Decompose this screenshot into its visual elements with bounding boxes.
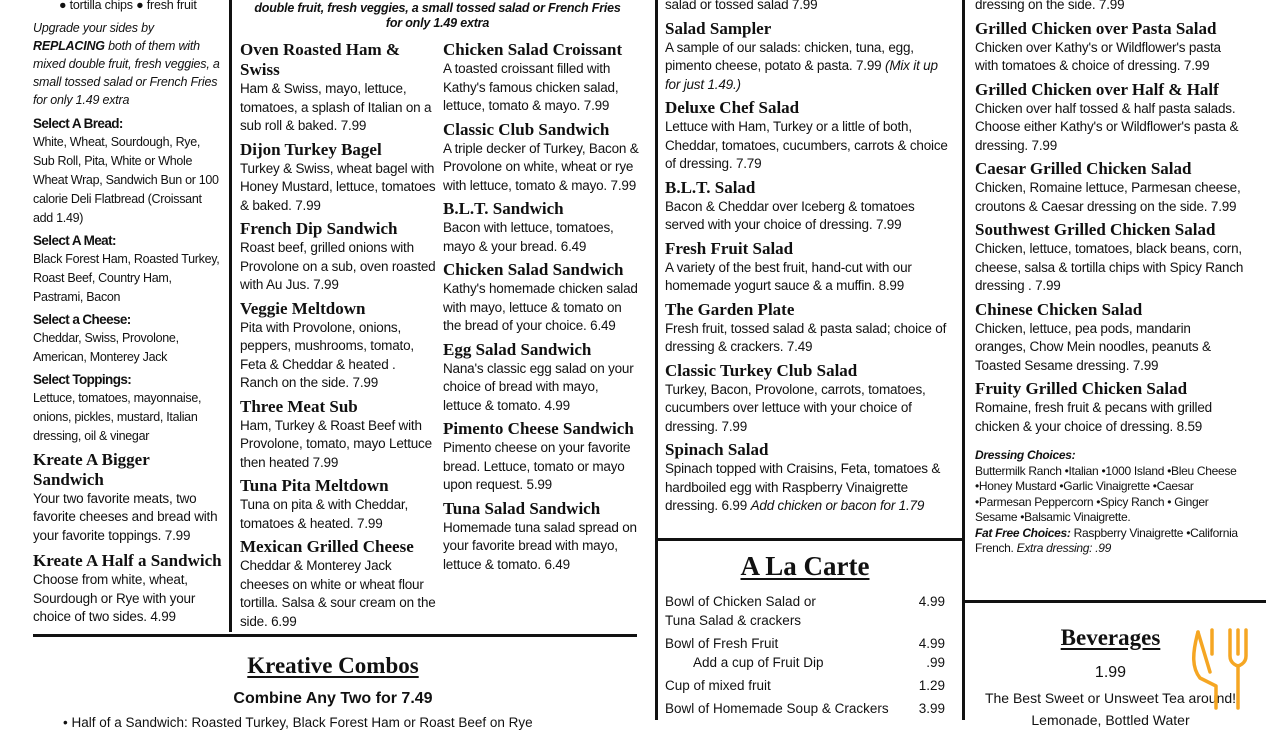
menu-item: Spinach Salad Spinach topped with Craisins, Feta, tomatoes & hardboiled egg with Raspberry Vinaigrette dressing. 6.99 Add chicken or bacon for 1.79 [665,440,941,513]
carte-row: Bowl of Fresh Fruit 4.99 [665,636,945,651]
menu-item: Veggie Meltdown Pita with Provolone, onions, peppers, mushrooms, tomato, Feta & Cheddar & heated . Ranch on the side. 7.99 [240,298,414,390]
menu-item: Fruity Grilled Chicken Salad Romaine, fresh fruit & pecans with grilled chicken & your choice of dressing. 8.59 [975,379,1212,434]
upgrade-banner: double fruit, fresh veggies, a small tossed salad or French Fries for only 1.49 extra [254,1,621,30]
column-sandwiches-2 [443,40,639,578]
menu-item: Southwest Grilled Chicken Salad Chicken, lettuce, tomatoes, black beans, corn, cheese, salsa & tortilla chips with Spicy Ranch dressing . 7.99 [975,220,1244,293]
carte-row: Add a cup of Fruit Dip .99 [693,655,945,670]
carte-row: Cup of mixed fruit 1.29 [665,678,945,693]
section-title: A La Carte [740,551,870,581]
combos-fragment: • Half of a Sandwich: Roasted Turkey, Black Forest Ham or Roast Beef on Rye [63,715,533,730]
column-build-your-own [33,0,223,631]
carte-row: Tuna Salad & crackers [665,613,802,628]
menu-item: Mexican Grilled Cheese Cheddar & Monterey Jack cheeses on white or wheat flour tortilla. Salsa & sour cream on the side. 6.99 [240,537,436,629]
menu-item: Oven Roasted Ham & Swiss Ham & Swiss, mayo, lettuce, tomatoes, a splash of Italian on a sub roll & baked. 7.99 [240,40,432,133]
menu-item: Three Meat Sub Ham, Turkey & Roast Beef with Provolone, tomato, mayo Lettuce then heated 7.99 [240,396,432,470]
beverage-line: Lemonade, Bottled Water [1031,712,1190,728]
divider [962,0,965,720]
divider [33,634,637,637]
bread-label: Select A Bread: [33,115,123,131]
combos-section [33,650,633,732]
menu-item: Fresh Fruit Salad A variety of the best fruit, hand-cut with our homemade yogurt sauce & a muffin. 8.99 [665,238,912,293]
combos-subtitle: Combine Any Two for 7.49 [233,690,433,707]
item-name: Kreate A Bigger Sandwich [33,449,150,489]
item-desc: Your two favorite meats, two favorite cheeses and bread with your favorite toppings. 7.99 [33,490,218,543]
cheese-options: Cheddar, Swiss, Provolone, American, Monterey Jack [33,330,179,364]
toppings-label: Select Toppings: [33,371,132,387]
dressing-choices: Dressing Choices: Buttermilk Ranch •Italian •1000 Island •Bleu Cheese •Honey Mustard •Garlic Vinaigrette •Caesar •Parmesan Peppercorn •Spicy Ranch • Ginger Sesame •Balsamic Vinaigrette. Fat Free Choices: Raspberry Vinaigrette •California French. Extra dressing: .99 [975,448,1238,555]
toppings-options: Lettuce, tomatoes, mayonnaise, onions, pickles, mustard, Italian dressing, oil & vinegar [33,390,202,443]
menu-item: Chinese Chicken Salad Chicken, lettuce, pea pods, mandarin oranges, Chow Mein noodles, peanuts & Toasted Sesame dressing. 7.99 [975,299,1211,373]
a-la-carte-section [665,548,945,718]
menu-item [33,551,223,627]
divider [229,0,232,632]
menu-item: B.L.T. Sandwich Bacon with lettuce, tomatoes, mayo & your bread. 6.49 [443,199,614,254]
menu-item: B.L.T. Salad Bacon & Cheddar over Iceberg & tomatoes served with your choice of dressing. 7.99 [665,177,915,232]
menu-item: French Dip Sandwich Roast beef, grilled onions with Provolone on a sub, oven roasted with Au Jus. 7.99 [240,219,436,292]
menu-item: Dijon Turkey Bagel Turkey & Swiss, wheat bagel with Honey Mustard, lettuce, tomatoes & baked. 7.99 [240,139,436,213]
column-salads [665,0,950,520]
divider [657,538,962,541]
menu-item: The Garden Plate Fresh fruit, tossed salad & pasta salad; choice of dressing & crackers. 7.49 [665,299,947,354]
upgrade-note: Upgrade your sides by REPLACING both of them with mixed double fruit, fresh veggies, a small tossed salad or French Fries for only 1.49 extra [33,20,220,107]
menu-item: Classic Club Sandwich A triple decker of Turkey, Bacon & Provolone on white, wheat or rye with lettuce, tomato & mayo. 7.99 [443,119,639,193]
menu-item: Tuna Salad Sandwich Homemade tuna salad spread on your favorite bread with mayo, lettuce & tomato. 6.49 [443,498,637,572]
beverage-price: 1.99 [1094,664,1127,681]
menu-item: Egg Salad Sandwich Nana's classic egg salad on your choice of bread with mayo, lettuce & tomato. 4.99 [443,339,634,413]
menu-item: Grilled Chicken over Pasta Salad Chicken over Kathy's or Wildflower's pasta with tomatoes & choice of dressing. 7.99 [975,18,1221,73]
carte-row: Bowl of Chicken Salad or 4.99 [665,594,945,609]
column-sandwiches-1 [240,40,436,635]
item-desc: Choose from white, wheat, Sourdough or Rye with your choice of two sides. 4.99 [33,572,196,624]
column-chicken-salads [975,0,1245,557]
menu-item: Grilled Chicken over Half & Half Chicken over half tossed & half pasta salads. Choose either Kathy's or Wildflower's pasta & dressing. 7.99 [975,79,1239,153]
menu-item: Classic Turkey Club Salad Turkey, Bacon, Provolone, carrots, tomatoes, cucumbers over lettuce with your choice of dressing. 7.99 [665,360,926,434]
bread-options: White, Wheat, Sourdough, Rye, Sub Roll, Pita, White or Whole Wheat Wrap, Sandwich Bun or 100 calorie Deli Flatbread (Croissant add 1.49) [33,134,219,225]
fork-knife-logo-icon [1190,626,1260,710]
top-fragment: salad or tossed salad 7.99 [665,0,818,12]
menu-item: Deluxe Chef Salad Lettuce with Ham, Turkey or a little of both, Cheddar, tomatoes, cucumbers, carrots & choice of dressing. 7.79 [665,98,948,171]
divider [964,600,1266,603]
meat-options: Black Forest Ham, Roasted Turkey, Roast Beef, Country Ham, Pastrami, Bacon [33,251,220,304]
menu-item: Chicken Salad Croissant A toasted croissant filled with Kathy's famous chicken salad, lettuce, tomato & mayo. 7.99 [443,40,623,113]
cheese-label: Select a Cheese: [33,311,131,327]
menu-item: Tuna Pita Meltdown Tuna on pita & with Cheddar, tomatoes & heated. 7.99 [240,476,409,531]
section-title: Kreative Combos [247,653,419,678]
top-fragment: dressing on the side. 7.99 [975,0,1125,12]
meat-label: Select A Meat: [33,232,116,248]
menu-item: Caesar Grilled Chicken Salad Chicken, Romaine lettuce, Parmesan cheese, croutons & Caesar dressing on the side. 7.99 [975,159,1241,214]
divider [655,0,658,720]
item-name: Kreate A Half a Sandwich [33,551,222,570]
menu-item: Salad Sampler A sample of our salads: chicken, tuna, egg, pimento cheese, potato & pasta. 7.99 (Mix it up for just 1.49.) [665,18,938,92]
top-options: ● tortilla chips ● fresh fruit [59,0,197,12]
menu-item [33,450,223,546]
beverage-line: The Best Sweet or Unsweet Tea around! [984,690,1237,706]
menu-item: Chicken Salad Sandwich Kathy's homemade chicken salad with mayo, lettuce & tomato on the bread of your choice. 6.49 [443,260,638,333]
carte-row: Bowl of Homemade Soup & Crackers 3.99 [665,701,945,716]
menu-item: Pimento Cheese Sandwich Pimento cheese on your favorite bread. Lettuce, tomato or mayo upon request. 5.99 [443,419,634,492]
section-title: Beverages [1060,625,1161,650]
